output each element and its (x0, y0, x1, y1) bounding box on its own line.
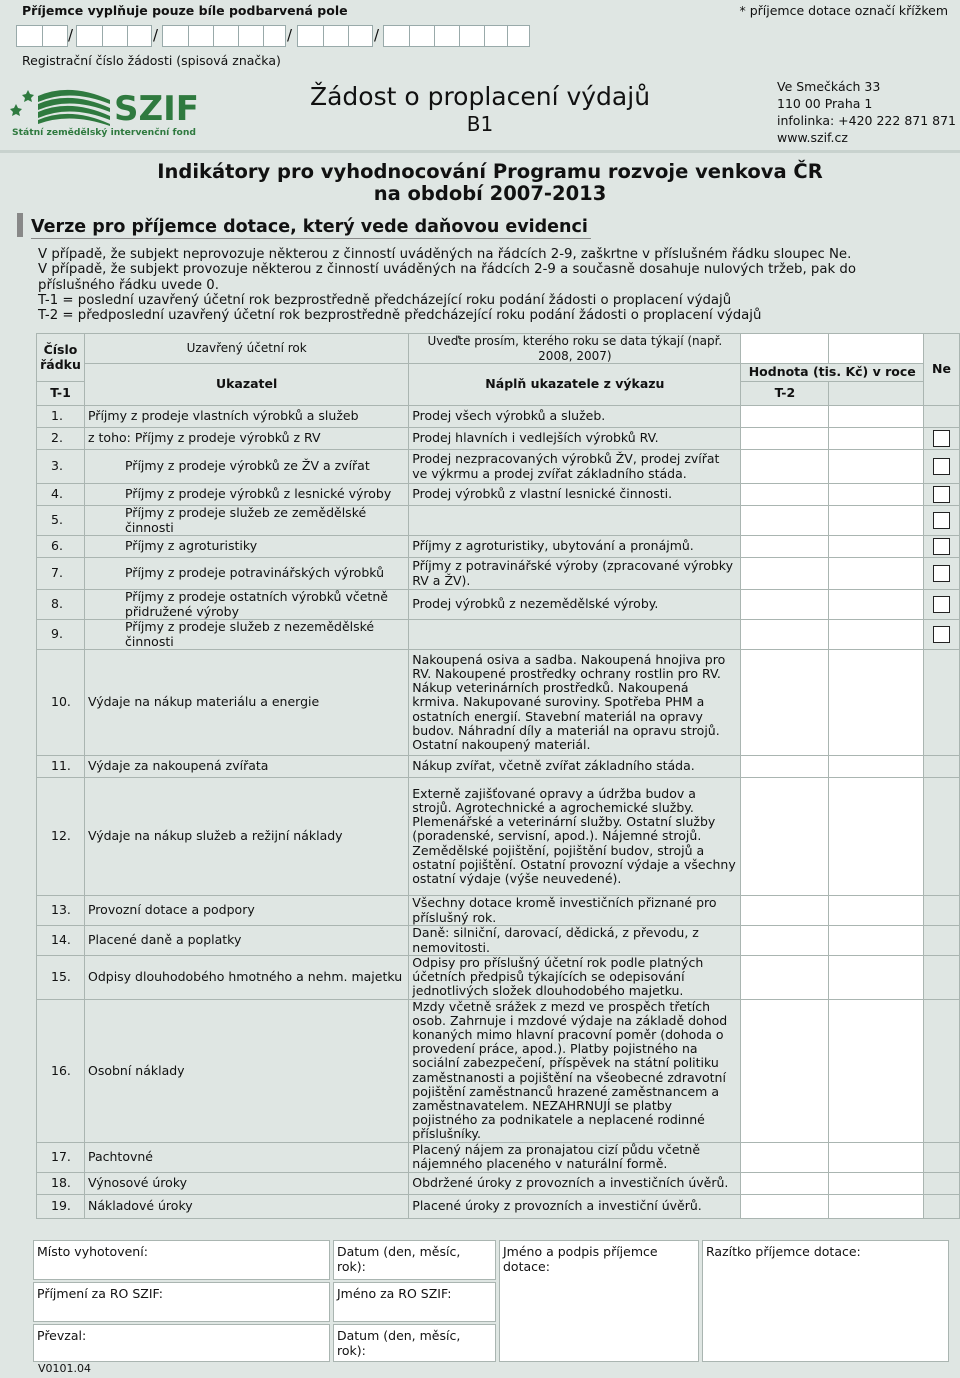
value-t2-input[interactable] (829, 428, 924, 450)
instruction-line: T-2 = předposlední uzavřený účetní rok bezprostředně předcházející roku podání žádosti o proplacení výdajů (38, 308, 762, 324)
row-content (409, 506, 741, 536)
row-content: Prodej všech výrobků a služeb. (409, 406, 741, 428)
ne-checkbox[interactable] (933, 538, 950, 555)
value-t1-input[interactable] (741, 558, 829, 590)
logo-text: SZIF (114, 89, 200, 129)
version-underline (31, 238, 591, 239)
row-number: 15. (37, 956, 85, 1000)
value-t1-input[interactable] (741, 484, 829, 506)
reg-slash-4: / (374, 26, 380, 44)
header-content: Náplň ukazatele z výkazu (409, 364, 741, 406)
row-number: 19. (37, 1194, 85, 1218)
reg-number-field-5[interactable] (383, 25, 530, 47)
ne-cell (924, 428, 960, 450)
value-t1-input[interactable] (741, 956, 829, 1000)
szif-address (777, 78, 956, 146)
header-accounting-year: Uzavřený účetní rok (84, 334, 408, 364)
date-field-1[interactable] (333, 1240, 496, 1280)
reg-slash-1: / (68, 26, 74, 44)
row-content: Prodej výrobků z vlastní lesnické činnosti. (409, 484, 741, 506)
address-line: infolinka: +420 222 871 871 (777, 113, 957, 128)
main-title-line: na období 2007-2013 (373, 182, 607, 205)
row-indicator: Příjmy z prodeje výrobků z lesnické výroby (84, 484, 408, 506)
row-content: Příjmy z agroturistiky, ubytování a pronájmů. (409, 536, 741, 558)
value-t2-input[interactable] (829, 650, 924, 756)
table-row (37, 590, 960, 620)
ne-checkbox[interactable] (933, 626, 950, 643)
place-field[interactable] (33, 1240, 330, 1280)
table-row (37, 506, 960, 536)
row-content: Příjmy z potravinářské výroby (zpracované výrobky RV a ŽV). (409, 558, 741, 590)
table-row (37, 896, 960, 926)
row-number: 16. (37, 999, 85, 1142)
value-t1-input[interactable] (741, 650, 829, 756)
ne-cell-empty (924, 1172, 960, 1194)
row-indicator: Příjmy z agroturistiky (84, 536, 408, 558)
value-t2-input[interactable] (829, 999, 924, 1142)
header-value: Hodnota (tis. Kč) v roce (741, 364, 924, 382)
document-title: Žádost o proplacení výdajů (309, 82, 651, 111)
value-t1-input[interactable] (741, 506, 829, 536)
value-t2-input[interactable] (829, 450, 924, 484)
row-indicator: Příjmy z prodeje vlastních výrobků a služeb (84, 406, 408, 428)
value-t1-input[interactable] (741, 1142, 829, 1172)
reg-number-field-1[interactable] (16, 25, 68, 47)
row-indicator: Výdaje na nákup materiálu a energie (84, 650, 408, 756)
signature-field[interactable] (499, 1240, 699, 1362)
ne-checkbox[interactable] (933, 458, 950, 475)
table-row (37, 1194, 960, 1218)
received-by-label: Převzal: (37, 1328, 87, 1343)
checkbox-note: * příjemce dotace označí křížkem (739, 3, 948, 18)
row-indicator: Příjmy z prodeje služeb z nezemědělské činnosti (84, 620, 408, 650)
indicator-table (36, 333, 960, 1219)
table-row (37, 999, 960, 1142)
row-number: 3. (37, 450, 85, 484)
value-t1-input[interactable] (741, 590, 829, 620)
ne-checkbox[interactable] (933, 596, 950, 613)
header-t1: T-1 (37, 382, 85, 406)
address-line: Ve Smečkách 33 (777, 79, 881, 94)
header-row-number: Číslo řádku (37, 334, 85, 382)
row-content: Prodej hlavních i vedlejších výrobků RV. (409, 428, 741, 450)
row-indicator: Výnosové úroky (84, 1172, 408, 1194)
row-number: 17. (37, 1142, 85, 1172)
version-accent-bar (17, 213, 23, 237)
table-row (37, 558, 960, 590)
table-row (37, 1172, 960, 1194)
row-content: Nákup zvířat, včetně zvířat základního stáda. (409, 756, 741, 778)
surname-ro-field[interactable] (33, 1282, 330, 1322)
value-t2-input[interactable] (829, 620, 924, 650)
date-label: Datum (den, měsíc, rok): (337, 1244, 461, 1274)
row-content: Daně: silniční, darovací, dědická, z převodu, z nemovitosti. (409, 926, 741, 956)
ne-checkbox[interactable] (933, 565, 950, 582)
ne-cell (924, 620, 960, 650)
surname-ro-label: Příjmení za RO SZIF: (37, 1286, 163, 1301)
value-t2-input[interactable] (829, 926, 924, 956)
row-content: Mzdy včetně srážek z mezd ve prospěch třetích osob. Zahrnuje i mzdové výdaje na základě dohod konaných mimo hlavní pracovní poměr (dohoda o provedení práce, apod.). Platby pojistného na sociální zabezpečení, příspěvek na státní politiku zaměstnanosti a pojištění na všeobecné zdravotní pojištění zaměstnanců hrazené zaměstnancem a zaměstnavatelem. NEZAHRNUJÍ se platby pojistného za podnikatele a neplacené rodinné příslušníky. (409, 999, 741, 1142)
main-title-line: Indikátory pro vyhodnocování Programu rozvoje venkova ČR (157, 160, 823, 183)
row-indicator: Výdaje na nákup služeb a režijní náklady (84, 778, 408, 896)
row-indicator: Příjmy z prodeje potravinářských výrobků (84, 558, 408, 590)
value-t1-input[interactable] (741, 1172, 829, 1194)
row-number: 12. (37, 778, 85, 896)
reg-number-field-3[interactable] (162, 25, 286, 47)
row-number: 1. (37, 406, 85, 428)
table-row (37, 406, 960, 428)
ne-cell (924, 506, 960, 536)
value-t2-input[interactable] (829, 590, 924, 620)
instruction-line: V případě, že subjekt neprovozuje některou z činností uváděných na řádcích 2-9, zaškrtne v příslušném řádku sloupec Ne. (38, 247, 852, 262)
instructions (38, 247, 918, 323)
value-t1-input[interactable] (741, 450, 829, 484)
ne-cell-empty (924, 778, 960, 896)
table-row (37, 650, 960, 756)
row-indicator: Provozní dotace a podpory (84, 896, 408, 926)
date-label-2: Datum (den, měsíc, rok): (337, 1328, 461, 1358)
row-content (409, 620, 741, 650)
row-number: 11. (37, 756, 85, 778)
ne-checkbox[interactable] (933, 486, 950, 503)
row-content: Externě zajišťované opravy a údržba budov a strojů. Agrotechnické a agrochemické služby. Plemenářské a veterinární služby. Ostatní služby (poradenské, servisní, apod.). Nájemné strojů. Zemědělské pojištění, pojištění budov, strojů a ostatní pojištění. Ostatní provozní výdaje a všechny ostatní výdaje (výše neuvedené). (409, 778, 741, 896)
ne-cell (924, 536, 960, 558)
name-ro-field[interactable] (333, 1282, 496, 1322)
ne-checkbox[interactable] (933, 512, 950, 529)
row-indicator: Výdaje za nakoupená zvířata (84, 756, 408, 778)
row-content: Prodej výrobků z nezemědělské výroby. (409, 590, 741, 620)
value-t2-input[interactable] (829, 484, 924, 506)
value-t1-input[interactable] (741, 896, 829, 926)
logo-subtitle: Státní zemědělský intervenční fond (12, 127, 196, 138)
header-year-note: Uveďte prosím, kterého roku se data týkají (např. 2008, 2007) (409, 334, 741, 364)
place-label: Místo vyhotovení: (37, 1244, 148, 1259)
ne-cell-empty (924, 896, 960, 926)
row-indicator: Příjmy z prodeje služeb ze zemědělské činnosti (84, 506, 408, 536)
value-t2-input[interactable] (829, 1194, 924, 1218)
ne-cell-empty (924, 650, 960, 756)
row-number: 4. (37, 484, 85, 506)
fill-instruction-note: Příjemce vyplňuje pouze bíle podbarvená pole (22, 3, 348, 18)
reg-number-label: Registrační číslo žádosti (spisová značka) (22, 53, 281, 68)
row-content: Obdržené úroky z provozních a investičních úvěrů. (409, 1172, 741, 1194)
row-number: 6. (37, 536, 85, 558)
value-t1-input[interactable] (741, 756, 829, 778)
row-content: Prodej nezpracovaných výrobků ŽV, prodej zvířat ve výkrmu a prodej zvířat základního stáda. (409, 450, 741, 484)
date-field-2[interactable] (333, 1324, 496, 1362)
row-indicator: z toho: Příjmy z prodeje výrobků z RV (84, 428, 408, 450)
value-t2-input[interactable] (829, 558, 924, 590)
table-row (37, 926, 960, 956)
name-ro-label: Jméno za RO SZIF: (337, 1286, 452, 1301)
value-t2-input[interactable] (829, 896, 924, 926)
address-line: 110 00 Praha 1 (777, 96, 873, 111)
row-indicator: Pachtovné (84, 1142, 408, 1172)
ne-cell-empty (924, 999, 960, 1142)
stamp-field[interactable] (702, 1240, 949, 1362)
ne-cell (924, 590, 960, 620)
row-content: Odpisy pro příslušný účetní rok podle platných účetních předpisů týkajících se odepisování jednotlivých složek dlouhodobého majetku. (409, 956, 741, 1000)
reg-number-field-2[interactable] (76, 25, 152, 47)
row-indicator: Příjmy z prodeje ostatních výrobků včetně přidružené výroby (84, 590, 408, 620)
row-indicator: Příjmy z prodeje výrobků ze ŽV a zvířat (84, 450, 408, 484)
row-content: Všechny dotace kromě investičních přiznané pro příslušný rok. (409, 896, 741, 926)
reg-slash-2: / (153, 26, 159, 44)
ne-cell (924, 558, 960, 590)
row-indicator: Placené daně a poplatky (84, 926, 408, 956)
table-row (37, 484, 960, 506)
value-t1-input[interactable] (741, 926, 829, 956)
value-t1-input[interactable] (741, 999, 829, 1142)
year-t2-input[interactable] (829, 334, 924, 364)
version-heading: Verze pro příjemce dotace, který vede daňovou evidenci (31, 217, 588, 237)
ne-checkbox[interactable] (933, 430, 950, 447)
row-indicator: Osobní náklady (84, 999, 408, 1142)
stamp-label: Razítko příjemce dotace: (706, 1244, 861, 1259)
row-number: 9. (37, 620, 85, 650)
table-row (37, 1142, 960, 1172)
table-row (37, 778, 960, 896)
reg-slash-3: / (287, 26, 293, 44)
szif-logo (10, 78, 200, 138)
table-row (37, 956, 960, 1000)
row-number: 13. (37, 896, 85, 926)
ne-cell-empty (924, 406, 960, 428)
value-t2-input[interactable] (829, 406, 924, 428)
document-code: B1 (466, 112, 494, 136)
header-divider (0, 150, 960, 153)
instruction-line: V případě, že subjekt provozuje některou z činností uváděných na řádcích 2-9 a současně dosahuje nulových tržeb, pak do příslušného řádku uvede 0. (38, 262, 856, 293)
value-t2-input[interactable] (829, 536, 924, 558)
row-content: Placený nájem za pronajatou cizí půdu včetně nájemného placeného v naturální formě. (409, 1142, 741, 1172)
signature-label: Jméno a podpis příjemce dotace: (503, 1244, 658, 1274)
value-t2-input[interactable] (829, 756, 924, 778)
value-t1-input[interactable] (741, 536, 829, 558)
ne-cell (924, 484, 960, 506)
ne-cell-empty (924, 756, 960, 778)
ne-cell-empty (924, 926, 960, 956)
value-t1-input[interactable] (741, 778, 829, 896)
row-number: 2. (37, 428, 85, 450)
value-t1-input[interactable] (741, 406, 829, 428)
ne-cell-empty (924, 1142, 960, 1172)
reg-number-field-4[interactable] (297, 25, 373, 47)
table-row (37, 536, 960, 558)
row-number: 8. (37, 590, 85, 620)
row-content: Placené úroky z provozních a investiční úvěrů. (409, 1194, 741, 1218)
form-version-code: V0101.04 (38, 1362, 92, 1375)
value-t2-input[interactable] (829, 956, 924, 1000)
header-ne: Ne (924, 334, 960, 406)
row-number: 5. (37, 506, 85, 536)
instruction-line: T-1 = poslední uzavřený účetní rok bezprostředně předcházející roku podání žádosti o proplacení výdajů (38, 292, 732, 308)
address-line: www.szif.cz (777, 130, 848, 145)
ne-cell (924, 450, 960, 484)
value-t2-input[interactable] (829, 1142, 924, 1172)
table-row (37, 756, 960, 778)
value-t1-input[interactable] (741, 1194, 829, 1218)
row-number: 7. (37, 558, 85, 590)
value-t1-input[interactable] (741, 428, 829, 450)
value-t1-input[interactable] (741, 620, 829, 650)
received-by-field[interactable] (33, 1324, 330, 1362)
table-row (37, 620, 960, 650)
row-content: Nakoupená osiva a sadba. Nakoupená hnojiva pro RV. Nakoupené prostředky ochrany rostlin pro RV. Nákup veterinárních prostředků. Nakoupená krmiva. Nakupované suroviny. Spotřeba PHM a ostatních energií. Stavební materiál na opravy budov. Náhradní díly a materiál na opravu strojů. Ostatní nakoupený materiál. (409, 650, 741, 756)
main-title (0, 161, 960, 205)
row-indicator: Nákladové úroky (84, 1194, 408, 1218)
ne-cell-empty (924, 956, 960, 1000)
row-number: 14. (37, 926, 85, 956)
value-t2-input[interactable] (829, 1172, 924, 1194)
header-t2: T-2 (741, 382, 829, 406)
value-t2-input[interactable] (829, 506, 924, 536)
header-indicator: Ukazatel (84, 364, 408, 406)
row-number: 10. (37, 650, 85, 756)
year-t1-input[interactable] (741, 334, 829, 364)
table-row (37, 428, 960, 450)
row-number: 18. (37, 1172, 85, 1194)
value-t2-input[interactable] (829, 778, 924, 896)
ne-cell-empty (924, 1194, 960, 1218)
row-indicator: Odpisy dlouhodobého hmotného a nehm. majetku (84, 956, 408, 1000)
table-row (37, 450, 960, 484)
